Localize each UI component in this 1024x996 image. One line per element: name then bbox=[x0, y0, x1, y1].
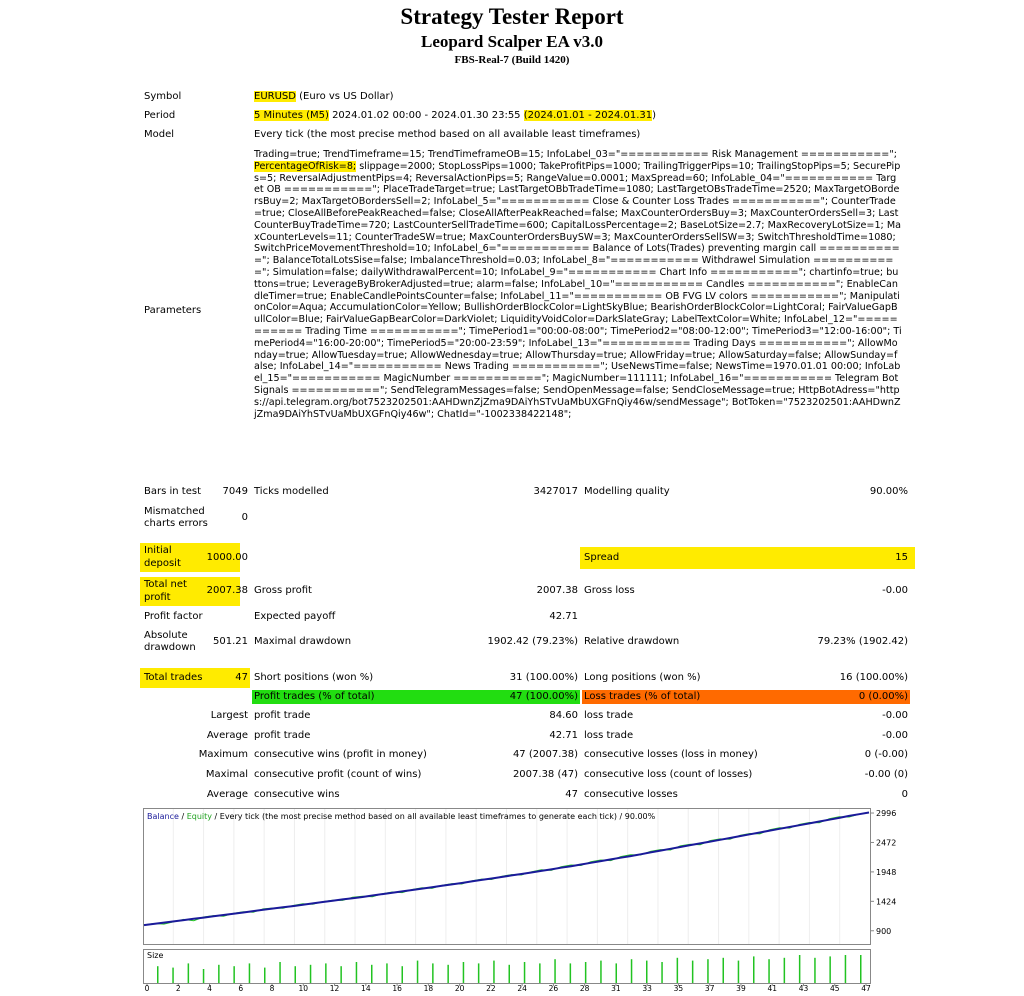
chart-size-frame bbox=[144, 950, 871, 984]
size-bar bbox=[631, 959, 633, 983]
size-bar bbox=[203, 969, 205, 983]
size-bar bbox=[723, 958, 725, 983]
model-label: Model bbox=[144, 129, 175, 140]
size-bar bbox=[340, 966, 342, 983]
avg-wins-value: 47 bbox=[565, 789, 578, 800]
reldd-label: Relative drawdown bbox=[584, 636, 680, 647]
short-label: Short positions (won %) bbox=[254, 672, 374, 683]
period-close: ) bbox=[652, 110, 657, 121]
absdd-label-1: Absolute bbox=[144, 630, 188, 641]
size-bar bbox=[692, 961, 694, 983]
x-tick-label: 14 bbox=[361, 984, 371, 992]
avg-wins-label: consecutive wins bbox=[254, 789, 340, 800]
payoff-value: 42.71 bbox=[549, 611, 578, 622]
size-bar bbox=[845, 955, 847, 983]
size-bar bbox=[188, 963, 190, 983]
size-bar bbox=[509, 965, 511, 983]
ticks-value: 3427017 bbox=[533, 486, 578, 497]
size-bar bbox=[417, 961, 419, 983]
loss-trades-value: 0 (0.00%) bbox=[858, 691, 908, 702]
average-profit-value: 42.71 bbox=[549, 730, 578, 741]
spread-value: 15 bbox=[895, 552, 908, 563]
deposit-int: 1000. bbox=[206, 552, 236, 563]
y-axis-ticks bbox=[870, 809, 896, 936]
symbol-value bbox=[254, 91, 394, 103]
max-losses-value: 0 (-0.00) bbox=[864, 749, 908, 760]
mismatch-label-2: charts errors bbox=[144, 518, 208, 529]
report-subtitle: Leopard Scalper EA v3.0 bbox=[421, 32, 603, 51]
average-label: Average bbox=[206, 730, 248, 741]
trades-value: 47 bbox=[235, 672, 248, 683]
average-profit-label: profit trade bbox=[254, 730, 311, 741]
profit-trades-label: Profit trades (% of total) bbox=[254, 691, 375, 702]
x-tick-label: 45 bbox=[829, 984, 840, 992]
size-bar bbox=[554, 959, 556, 983]
x-tick-label: 16 bbox=[392, 984, 402, 992]
symbol-label: Symbol bbox=[144, 91, 182, 102]
grossloss-label: Gross loss bbox=[584, 585, 635, 596]
average-loss-label: loss trade bbox=[584, 730, 634, 741]
params-part1: Trading=true; TrendTimeframe=15; TrendTimeframeOB=15; InfoLabel_03="=========== Risk Management ==========="; bbox=[254, 149, 901, 160]
mismatch-label-1: Mismatched bbox=[144, 506, 205, 517]
payoff-label: Expected payoff bbox=[254, 611, 336, 622]
maximum-label: Maximum bbox=[198, 749, 248, 760]
maximal-loss-value: -0.00 (0) bbox=[864, 769, 908, 780]
ticks-label: Ticks modelled bbox=[254, 486, 329, 497]
size-bar bbox=[402, 966, 404, 983]
size-bar bbox=[784, 958, 786, 983]
x-tick-label: 28 bbox=[579, 984, 590, 992]
largest-loss-value: -0.00 bbox=[882, 710, 908, 721]
deposit-label-1: Initial bbox=[144, 545, 172, 556]
deposit-dec: 00 bbox=[235, 552, 248, 563]
x-tick-label: 31 bbox=[611, 984, 621, 992]
average-loss-value: -0.00 bbox=[882, 730, 908, 741]
size-bar bbox=[738, 961, 740, 983]
y-tick-label: 2996 bbox=[876, 809, 897, 819]
y-tick-label: 900 bbox=[876, 926, 892, 936]
size-bar bbox=[616, 963, 618, 983]
y-tick-label: 2472 bbox=[876, 838, 897, 848]
size-bar bbox=[432, 963, 434, 983]
size-label: Size bbox=[147, 951, 164, 960]
report-title: Strategy Tester Report bbox=[400, 4, 624, 29]
quality-value: 90.00% bbox=[869, 486, 908, 497]
size-bar bbox=[463, 962, 465, 983]
max-wins-label: consecutive wins (profit in money) bbox=[254, 749, 427, 760]
y-tick-label: 1948 bbox=[876, 867, 897, 877]
size-bar bbox=[356, 962, 358, 983]
reldd-value: 79.23% (1902.42) bbox=[817, 636, 908, 647]
maximal-label: Maximal bbox=[205, 769, 248, 780]
bars-value: 7049 bbox=[222, 486, 248, 497]
size-bar bbox=[233, 966, 235, 983]
size-bar bbox=[157, 966, 159, 983]
x-tick-label: 18 bbox=[423, 984, 434, 992]
legend-equity: Equity bbox=[186, 812, 212, 821]
size-bar bbox=[585, 962, 587, 983]
long-value: 16 (100.00%) bbox=[839, 672, 908, 683]
deposit-value bbox=[190, 552, 248, 564]
parameters-text bbox=[254, 149, 902, 420]
average-consec-label: Average bbox=[206, 789, 248, 800]
avg-losses-label: consecutive losses bbox=[584, 789, 678, 800]
x-tick-label: 26 bbox=[548, 984, 559, 992]
x-tick-label: 37 bbox=[704, 984, 715, 992]
trades-label: Total trades bbox=[144, 672, 203, 683]
x-tick-label: 8 bbox=[269, 984, 275, 992]
x-tick-label: 12 bbox=[329, 984, 340, 992]
size-bar bbox=[279, 962, 281, 983]
legend-sep: / bbox=[178, 812, 187, 821]
quality-label: Modelling quality bbox=[584, 486, 670, 497]
size-bar bbox=[600, 961, 602, 983]
y-tick-label: 1424 bbox=[876, 897, 897, 907]
largest-profit-value: 84.60 bbox=[549, 710, 578, 721]
x-tick-label: 35 bbox=[673, 984, 684, 992]
profitfactor-label: Profit factor bbox=[144, 611, 203, 622]
x-tick-label: 10 bbox=[298, 984, 309, 992]
maximal-profit-value: 2007.38 (47) bbox=[512, 769, 578, 780]
symbol-highlight: EURUSD bbox=[254, 91, 296, 102]
grossprofit-value: 2007.38 bbox=[536, 585, 578, 596]
size-bar bbox=[447, 965, 449, 983]
maxdd-value: 1902.42 (79.23%) bbox=[487, 636, 578, 647]
largest-profit-label: profit trade bbox=[254, 710, 311, 721]
x-tick-label: 0 bbox=[144, 984, 150, 992]
size-bar bbox=[295, 966, 297, 983]
mismatch-value: 0 bbox=[241, 512, 248, 523]
size-bar bbox=[172, 968, 174, 983]
size-bar bbox=[539, 963, 541, 983]
size-bar bbox=[707, 959, 709, 983]
size-bar bbox=[264, 968, 266, 983]
deposit-label-2: deposit bbox=[144, 558, 181, 569]
model-value: Every tick (the most precise method based on all available least timeframes) bbox=[254, 129, 641, 140]
size-bar bbox=[218, 965, 220, 983]
grossprofit-label: Gross profit bbox=[254, 585, 312, 596]
parameters-label: Parameters bbox=[144, 305, 202, 316]
absdd-label-2: drawdown bbox=[144, 642, 196, 653]
size-bar bbox=[661, 962, 663, 983]
size-bar bbox=[753, 956, 755, 983]
max-losses-label: consecutive losses (loss in money) bbox=[584, 749, 758, 760]
largest-label: Largest bbox=[210, 710, 248, 721]
x-tick-label: 43 bbox=[798, 984, 809, 992]
loss-trades-label: Loss trades (% of total) bbox=[584, 691, 701, 702]
size-bar bbox=[829, 956, 831, 983]
size-bar bbox=[799, 955, 801, 983]
size-bar bbox=[524, 962, 526, 983]
params-part2: slippage=2000; StopLossPips=1000; TakeProfitPips=1000; TrailingTriggerPips=10; TrailingStopPips=5; SecurePips=5; ReversalAdjustmentPips=4; ReversalActionPips=5; RangeValue=0.0001; MaxSpread=60; InfoLable_04="=========== Target OB ==========="; PlaceTradeTarget=true; LastTargetOBbTradeTime=1080; LastTargetOBsTradeTime=2520; MaxTargetOBordersBuy=2; MaxTargetOBordersSell=2; InfoLabel_5="=========== Close & Counter Loss Trades ==========="; CounterTrade=true; CloseAllBeforePeakReached=false; CloseAllAfterPeakReached=false; MaxCounterOrdersBuy=3; MaxCounterOrdersSell=3; LastCounterBuyTradeTime=720; LastCounterSellTradeTime=600; CapitalLossPercentage=2; BaseLotSize=2.7; MaxRecoveryLotSize=1; MaxCounterLevels=11; CounterTradeSW=true; MaxCounterOrdersBuySW=3; MaxCounterOrdersSellSW=3; SwitchThresholdTime=1080; SwitchPriceMovementThreshold=10; InfoLabel_6="=========== Balance of Lots(Trades) preventing margin call ==========="; BalanceTotalLotsSise=false; ImbalanceThreshold=0.03; InfoLabel_8="=========== Withdrawel Simulation ==========="; Simulation=false; dailyWithdrawalPercent=10; InfoLabel_9="=========== Chart Info ==========="; chartinfo=true; buttons=true; LeverageByBrokerAdjusted=true; alarm=false; InfoLabel_10="=========== Candles ==========="; EnableCandleTimer=true; EnableCandlePointsCounter=false; InfoLabel_11="=========== OB FVG LV colors ==========="; ManipulationColor=Aqua; AccumulationColor=Yellow; BullishOrderBlockColor=LightSkyBlue; BearishOrderBlockColor=LightCoral; FairValueGapBullColor=Blue; FairValueGapBearColor=DarkViolet; LiquidityVoidColor=DarkSlateGray; LabelTextColor=White; InfoLabel_12="=========== Trading Time ==========="; TimePeriod1="00:00-08:00"; TimePeriod2="08:00-12:00"; TimePeriod3="12:00-16:00"; TimePeriod4="16:00-20:00"; TimePeriod5="20:00-23:59"; InfoLabel_13="=========== Trading Days ==========="; AllowMonday=true; AllowTuesday=true; AllowWednesday=true; AllowThursday=true; AllowFriday=true; AllowSaturday=false; AllowSunday=false; InfoLabel_14="=========== News Trading ==========="; UseNewsTime=false; NewsTime=1970.01.01 00:00; InfoLabel_15="=========== MagicNumber ==========="; MagicNumber=111111; InfoLabel_16="=========== Telegram Bot Signals ==========="; SendTelegramMessages=false; SendOpenMessage=false; SendCloseMessage=true; HttpBotAdress="https://api.telegram.org/bot7523202501:AAHDwnZjZma9DAiYhSTvUaMbUXGFnQiy46w/sendMessage"; BotToken="7523202501:AAHDwnZjZma9DAiYhSTvUaMbUXGFnQiy46w"; ChatId="-1002338422148"; bbox=[254, 160, 902, 420]
spread-label: Spread bbox=[584, 552, 620, 563]
maximal-loss-label: consecutive loss (count of losses) bbox=[584, 769, 753, 780]
period-range: 2024.01.02 00:00 - 2024.01.30 23:55 bbox=[328, 110, 524, 121]
period-value bbox=[254, 110, 656, 122]
bars-label: Bars in test bbox=[144, 486, 201, 497]
x-tick-label: 33 bbox=[642, 984, 652, 992]
netprofit-int: 2007. bbox=[206, 585, 236, 596]
x-tick-label: 20 bbox=[454, 984, 465, 992]
balance-chart bbox=[143, 808, 913, 992]
size-bar bbox=[860, 955, 862, 983]
params-risk-highlight: PercentageOfRisk=8; bbox=[254, 160, 357, 172]
size-bar bbox=[386, 963, 388, 983]
x-tick-label: 2 bbox=[175, 984, 181, 992]
x-tick-label: 22 bbox=[486, 984, 496, 992]
chart-legend bbox=[147, 812, 656, 821]
x-tick-label: 6 bbox=[238, 984, 244, 992]
x-tick-label: 39 bbox=[736, 984, 746, 992]
period-timeframe: 5 Minutes (M5) bbox=[254, 110, 329, 121]
netprofit-label-2: profit bbox=[144, 592, 171, 603]
short-value: 31 (100.00%) bbox=[509, 672, 578, 683]
long-label: Long positions (won %) bbox=[584, 672, 701, 683]
absdd-value: 501.21 bbox=[213, 636, 248, 647]
netprofit-dec: 38 bbox=[235, 585, 248, 596]
legend-balance: Balance bbox=[147, 812, 179, 821]
legend-desc: / Every tick (the most precise method based on all available least timeframes to generate each tick) / 90.00% bbox=[211, 812, 656, 821]
period-label: Period bbox=[144, 110, 176, 121]
grossloss-value: -0.00 bbox=[882, 585, 908, 596]
size-bar bbox=[249, 963, 251, 983]
size-bar bbox=[677, 958, 679, 983]
server-build: FBS-Real-7 (Build 1420) bbox=[454, 54, 570, 66]
period-requested-range: (2024.01.01 - 2024.01.31 bbox=[523, 110, 653, 121]
size-bar bbox=[768, 959, 770, 983]
size-bar bbox=[814, 958, 816, 983]
x-tick-label: 24 bbox=[517, 984, 527, 992]
size-bar bbox=[646, 961, 648, 983]
largest-loss-label: loss trade bbox=[584, 710, 634, 721]
avg-losses-value: 0 bbox=[901, 789, 908, 800]
size-bar bbox=[493, 961, 495, 983]
netprofit-label-1: Total net bbox=[144, 579, 187, 590]
size-bar bbox=[310, 965, 312, 983]
symbol-desc: (Euro vs US Dollar) bbox=[295, 91, 394, 102]
maximal-profit-label: consecutive profit (count of wins) bbox=[254, 769, 422, 780]
profit-trades-value: 47 (100.00%) bbox=[509, 691, 578, 702]
x-tick-label: 41 bbox=[767, 984, 777, 992]
size-bar bbox=[478, 963, 480, 983]
size-bar bbox=[325, 963, 327, 983]
x-tick-label: 4 bbox=[207, 984, 212, 992]
x-axis-ticks bbox=[145, 983, 871, 992]
size-bar bbox=[570, 963, 572, 983]
size-bar bbox=[371, 965, 373, 983]
netprofit-value bbox=[190, 585, 248, 597]
x-tick-label: 47 bbox=[861, 984, 871, 992]
maxdd-label: Maximal drawdown bbox=[254, 636, 352, 647]
max-wins-value: 47 (2007.38) bbox=[512, 749, 578, 760]
